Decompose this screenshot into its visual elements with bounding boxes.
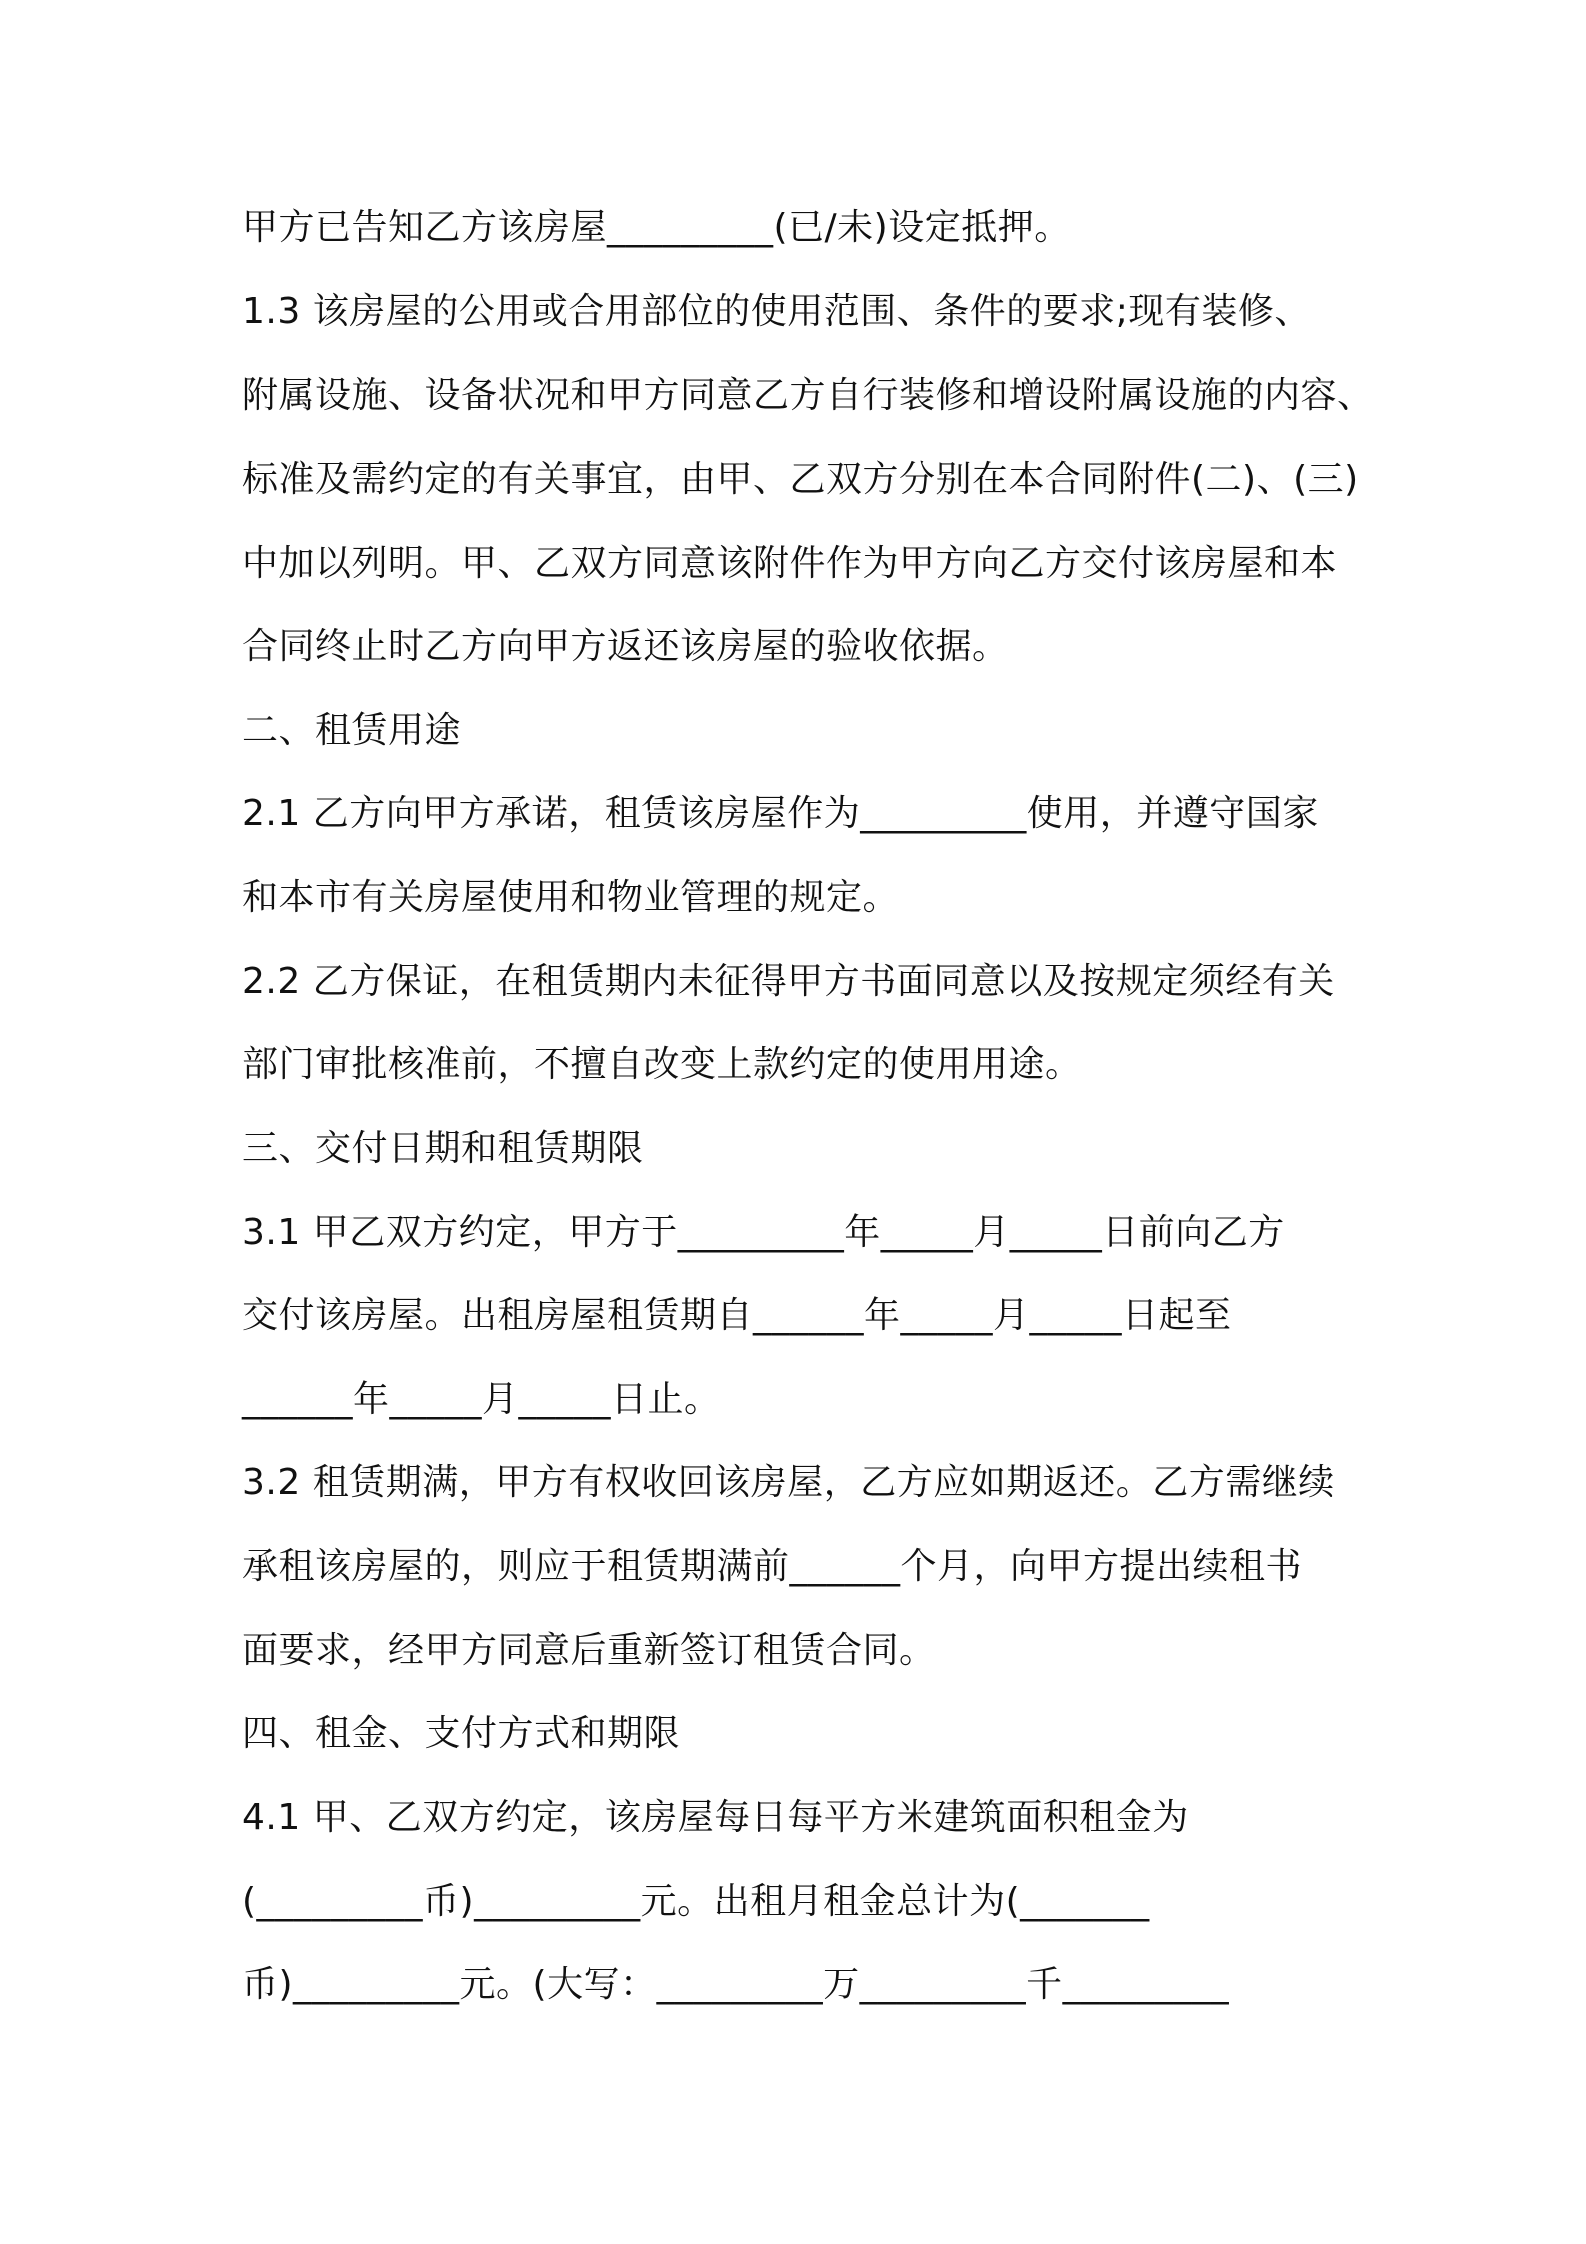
text-line: 部门审批核准前，不擅自改变上款约定的使用用途。 xyxy=(242,1044,1082,1085)
text-line: 合同终止时乙方向甲方返还该房屋的验收依据。 xyxy=(242,626,1009,667)
clause-2-2-line: 2.2 乙方保证，在租赁期内未征得甲方书面同意以及按规定须经有关 xyxy=(242,961,1335,1002)
section-heading-2: 二、租赁用途 xyxy=(242,710,462,751)
text-line: ______年_____月_____日止。 xyxy=(242,1379,721,1420)
section-heading-4: 四、租金、支付方式和期限 xyxy=(242,1713,681,1754)
text-line: 币)_________元。(大写：_________万_________千_________ xyxy=(242,1964,1230,2005)
section-heading-3: 三、交付日期和租赁期限 xyxy=(242,1128,644,1169)
clause-3-2-line: 3.2 租赁期满，甲方有权收回该房屋，乙方应如期返还。乙方需继续 xyxy=(242,1462,1335,1503)
clause-1-3-line: 1.3 该房屋的公用或合用部位的使用范围、条件的要求;现有装修、 xyxy=(242,291,1311,332)
text-line: 附属设施、设备状况和甲方同意乙方自行装修和增设附属设施的内容、 xyxy=(242,375,1374,416)
text-line: 面要求，经甲方同意后重新签订租赁合同。 xyxy=(242,1630,936,1671)
text-line: 和本市有关房屋使用和物业管理的规定。 xyxy=(242,877,900,918)
clause-4-1-line: 4.1 甲、乙双方约定，该房屋每日每平方米建筑面积租金为 xyxy=(242,1797,1189,1838)
text-line: 甲方已告知乙方该房屋_________(已/未)设定抵押。 xyxy=(242,207,1071,248)
text-line: 承租该房屋的，则应于租赁期满前______个月，向甲方提出续租书 xyxy=(242,1546,1303,1587)
text-line: 标准及需约定的有关事宜，由甲、乙双方分别在本合同附件(二)、(三) xyxy=(242,459,1359,500)
text-line: 交付该房屋。出租房屋租赁期自______年_____月_____日起至 xyxy=(242,1295,1232,1336)
text-line: (_________币)_________元。出租月租金总计为(_______ xyxy=(242,1881,1150,1922)
clause-3-1-line: 3.1 甲乙双方约定，甲方于_________年_____月_____日前向乙方 xyxy=(242,1212,1285,1253)
clause-2-1-line: 2.1 乙方向甲方承诺，租赁该房屋作为_________使用，并遵守国家 xyxy=(242,793,1319,834)
text-line: 中加以列明。甲、乙双方同意该附件作为甲方向乙方交付该房屋和本 xyxy=(242,543,1338,584)
